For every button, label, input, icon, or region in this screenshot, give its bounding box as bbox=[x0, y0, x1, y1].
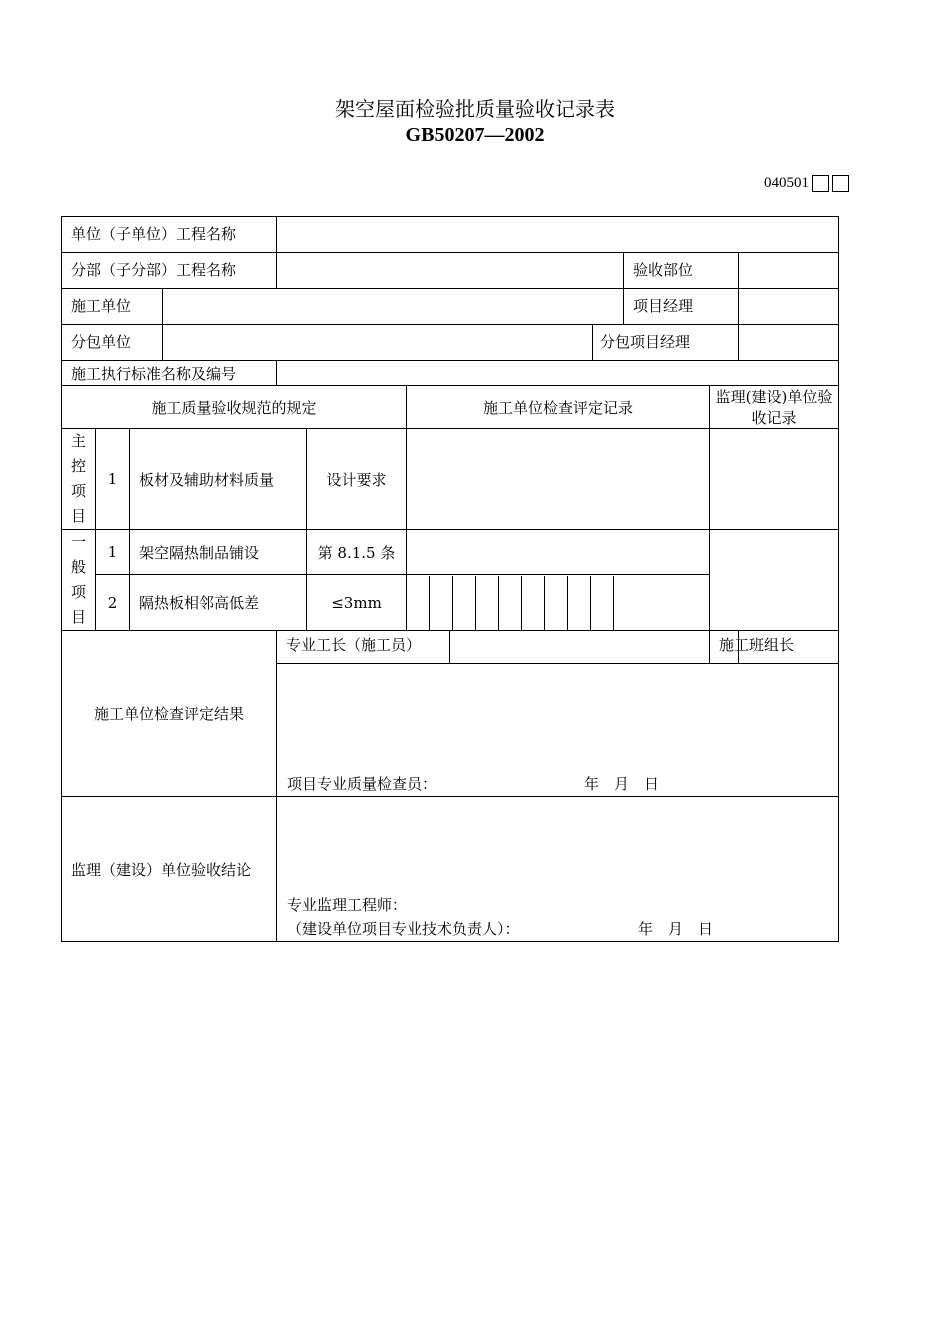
general-item-2-no: 2 bbox=[96, 575, 130, 631]
measure-cell[interactable] bbox=[522, 576, 545, 630]
standard-name-field[interactable] bbox=[277, 361, 839, 386]
standard-code: GB50207—2002 bbox=[405, 124, 545, 146]
form-code-box-2[interactable] bbox=[832, 175, 849, 192]
measure-cell[interactable] bbox=[407, 576, 430, 630]
supervision-record-header: 监理(建设)单位验收记录 bbox=[710, 386, 839, 429]
main-items-label: 主 控 项 目 bbox=[62, 429, 96, 530]
result-date: 年 月 日 bbox=[584, 775, 660, 793]
inspector-label: 项目专业质量检查员： bbox=[287, 775, 438, 793]
general-item-2-requirement: ≤3mm bbox=[307, 575, 407, 631]
construction-record-header: 施工单位检查评定记录 bbox=[407, 386, 710, 429]
general-item-2-measure-cells[interactable] bbox=[407, 575, 710, 631]
unit-project-name-field[interactable] bbox=[277, 217, 839, 253]
construction-unit-label: 施工单位 bbox=[62, 289, 163, 325]
subcontract-unit-label: 分包单位 bbox=[62, 325, 163, 361]
form-code bbox=[764, 173, 849, 193]
main-item-no: 1 bbox=[96, 429, 130, 530]
subcontract-manager-field[interactable] bbox=[739, 325, 839, 361]
measure-cell[interactable] bbox=[545, 576, 568, 630]
measure-cell[interactable] bbox=[591, 576, 614, 630]
spec-header: 施工质量验收规范的规定 bbox=[62, 386, 407, 429]
project-manager-label: 项目经理 bbox=[624, 289, 739, 325]
main-item-name: 板材及辅助材料质量 bbox=[130, 429, 307, 530]
foreman-label: 专业工长（施工员） bbox=[277, 631, 450, 664]
acceptance-part-field[interactable] bbox=[739, 253, 839, 289]
general-item-1-construction-record[interactable] bbox=[407, 530, 710, 575]
conclusion-label: 监理（建设）单位验收结论 bbox=[62, 797, 277, 942]
general-items-label: 一 般 项 目 bbox=[62, 530, 96, 631]
conclusion-date: 年 月 日 bbox=[638, 920, 714, 938]
result-signature-area[interactable] bbox=[277, 664, 839, 797]
main-item-construction-record[interactable] bbox=[407, 429, 710, 530]
team-leader-label: 施工班组长 bbox=[710, 631, 739, 664]
form-code-number: 040501 bbox=[764, 175, 809, 191]
general-item-1-requirement: 第 8.1.5 条 bbox=[307, 530, 407, 575]
general-item-1-no: 1 bbox=[96, 530, 130, 575]
form-code-box-1[interactable] bbox=[812, 175, 829, 192]
conclusion-signature-area[interactable] bbox=[277, 797, 839, 942]
subcontract-manager-label: 分包项目经理 bbox=[593, 325, 739, 361]
subcontract-unit-field[interactable] bbox=[163, 325, 593, 361]
sub-project-name-label: 分部（子分部）工程名称 bbox=[62, 253, 277, 289]
measure-cell[interactable] bbox=[499, 576, 522, 630]
foreman-field[interactable] bbox=[450, 631, 710, 664]
acceptance-part-label: 验收部位 bbox=[624, 253, 739, 289]
main-item-supervision-record[interactable] bbox=[710, 429, 839, 530]
engineer-label: 专业监理工程师： bbox=[287, 896, 408, 914]
result-label: 施工单位检查评定结果 bbox=[62, 631, 277, 797]
general-items-supervision-record[interactable] bbox=[710, 530, 839, 631]
measure-cell[interactable] bbox=[430, 576, 453, 630]
page-title: 架空屋面检验批质量验收记录表 bbox=[335, 97, 615, 121]
measure-cell[interactable] bbox=[614, 576, 637, 630]
project-manager-field[interactable] bbox=[739, 289, 839, 325]
general-item-1-name: 架空隔热制品铺设 bbox=[130, 530, 307, 575]
acceptance-form bbox=[61, 216, 839, 942]
unit-project-name-label: 单位（子单位）工程名称 bbox=[62, 217, 277, 253]
general-item-2-name: 隔热板相邻高低差 bbox=[130, 575, 307, 631]
main-item-requirement: 设计要求 bbox=[307, 429, 407, 530]
measure-cell[interactable] bbox=[453, 576, 476, 630]
construction-unit-field[interactable] bbox=[163, 289, 624, 325]
standard-name-label: 施工执行标准名称及编号 bbox=[62, 361, 277, 386]
measure-cell[interactable] bbox=[476, 576, 499, 630]
measure-cell[interactable] bbox=[568, 576, 591, 630]
sub-project-name-field[interactable] bbox=[277, 253, 624, 289]
owner-rep-label: （建设单位项目专业技术负责人）： bbox=[287, 920, 520, 938]
